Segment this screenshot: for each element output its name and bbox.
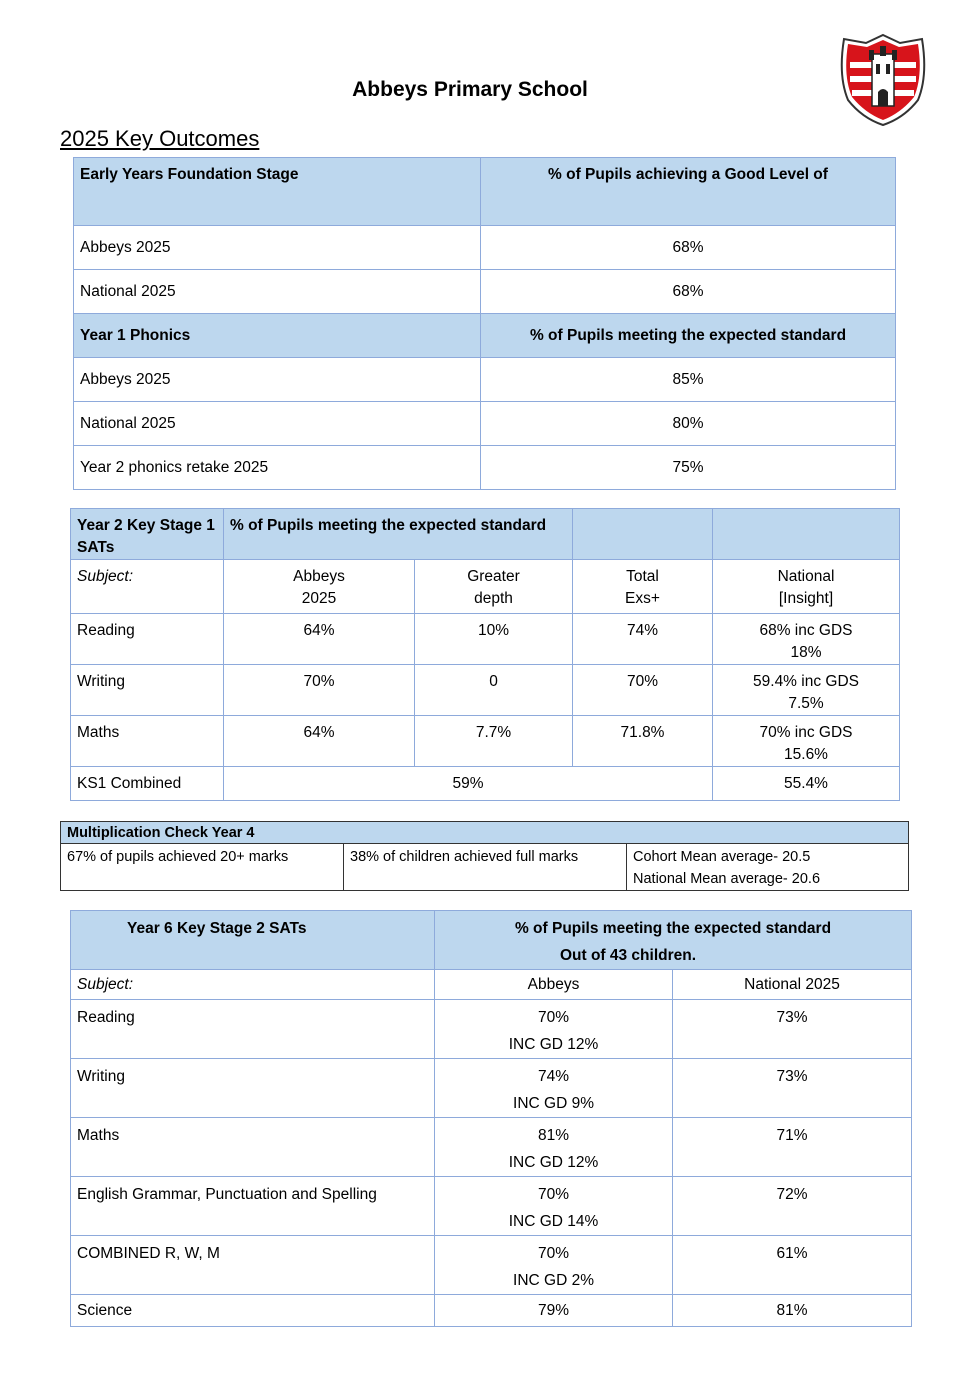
multiplication-col3: Cohort Mean average- 20.5 National Mean average- 20.6 (627, 844, 909, 891)
greater-depth-col-header: Greater depth (415, 560, 573, 614)
ks1-combined-row (71, 767, 900, 801)
table-row (74, 226, 896, 270)
subject-col-header: Subject: (71, 970, 435, 1000)
subject-col-header: Subject: (71, 560, 224, 614)
row-value: 85% (481, 358, 896, 402)
table-row (71, 1177, 912, 1236)
row-subject: Maths (71, 1118, 435, 1177)
phonics-header-row (74, 314, 896, 358)
ks1-sats-table (70, 508, 900, 801)
row-abbeys: 81% INC GD 12% (435, 1118, 673, 1177)
row-subject: Writing (71, 1059, 435, 1118)
row-abbeys: 64% (224, 716, 415, 767)
ks1-measure: % of Pupils meeting the expected standard (224, 509, 573, 560)
table-row (74, 270, 896, 314)
eyfs-heading: Early Years Foundation Stage (74, 158, 481, 226)
table-row (71, 1000, 912, 1059)
row-national: 59.4% inc GDS 7.5% (713, 665, 900, 716)
row-greater: 7.7% (415, 716, 573, 767)
row-value: 75% (481, 446, 896, 490)
table-row (71, 1118, 912, 1177)
school-crest-icon (838, 32, 928, 128)
row-abbeys: 64% (224, 614, 415, 665)
row-abbeys: 70% INC GD 12% (435, 1000, 673, 1059)
ks1-header-blank (573, 509, 713, 560)
multiplication-heading: Multiplication Check Year 4 (61, 822, 909, 844)
table-row (74, 402, 896, 446)
table-row (74, 358, 896, 402)
total-col-header: Total Exs+ (573, 560, 713, 614)
row-national: 73% (673, 1000, 912, 1059)
page-title: 2025 Key Outcomes (60, 126, 260, 151)
ks1-columns-row (71, 560, 900, 614)
national-col-header: National [Insight] (713, 560, 900, 614)
row-value: 80% (481, 402, 896, 446)
ks2-sats-table (70, 910, 912, 1327)
row-subject: English Grammar, Punctuation and Spelling (71, 1177, 435, 1236)
table-row (74, 446, 896, 490)
national-col-header: National 2025 (673, 970, 912, 1000)
eyfs-phonics-table (73, 157, 896, 490)
row-label: Abbeys 2025 (74, 226, 481, 270)
table-row (71, 665, 900, 716)
ks1-header-row (71, 509, 900, 560)
abbeys-col-header: Abbeys 2025 (224, 560, 415, 614)
row-national: 73% (673, 1059, 912, 1118)
row-abbeys: 74% INC GD 9% (435, 1059, 673, 1118)
multiplication-col2: 38% of children achieved full marks (344, 844, 627, 891)
multiplication-data-row (61, 844, 909, 891)
ks2-header-row (71, 911, 912, 970)
row-national: 61% (673, 1236, 912, 1295)
row-national: 70% inc GDS 15.6% (713, 716, 900, 767)
eyfs-measure: % of Pupils achieving a Good Level of (481, 158, 896, 226)
table-row (71, 614, 900, 665)
table-row (71, 716, 900, 767)
row-abbeys: 70% (224, 665, 415, 716)
ks2-columns-row (71, 970, 912, 1000)
row-subject: Reading (71, 614, 224, 665)
row-national: 81% (673, 1295, 912, 1327)
row-total: 71.8% (573, 716, 713, 767)
row-national: 68% inc GDS 18% (713, 614, 900, 665)
ks2-heading: Year 6 Key Stage 2 SATs (71, 911, 435, 970)
phonics-measure: % of Pupils meeting the expected standard (481, 314, 896, 358)
row-abbeys: 70% INC GD 2% (435, 1236, 673, 1295)
row-subject: Reading (71, 1000, 435, 1059)
table-row (71, 1059, 912, 1118)
row-greater: 10% (415, 614, 573, 665)
row-value: 68% (481, 226, 896, 270)
combined-national: 55.4% (713, 767, 900, 801)
row-total: 74% (573, 614, 713, 665)
row-label: National 2025 (74, 402, 481, 446)
ks2-measure: % of Pupils meeting the expected standard Out of 43 children. (435, 911, 912, 970)
phonics-heading: Year 1 Phonics (74, 314, 481, 358)
row-subject: Science (71, 1295, 435, 1327)
abbeys-col-header: Abbeys (435, 970, 673, 1000)
multiplication-col1: 67% of pupils achieved 20+ marks (61, 844, 344, 891)
combined-label: KS1 Combined (71, 767, 224, 801)
row-national: 72% (673, 1177, 912, 1236)
row-subject: COMBINED R, W, M (71, 1236, 435, 1295)
ks2-science-row (71, 1295, 912, 1327)
row-label: National 2025 (74, 270, 481, 314)
row-label: Year 2 phonics retake 2025 (74, 446, 481, 490)
multiplication-check-table (60, 821, 909, 891)
ks1-header-blank (713, 509, 900, 560)
ks1-heading: Year 2 Key Stage 1 SATs (71, 509, 224, 560)
combined-abbeys: 59% (224, 767, 713, 801)
row-total: 70% (573, 665, 713, 716)
eyfs-header-row (74, 158, 896, 226)
multiplication-header-row (61, 822, 909, 844)
table-row (71, 1236, 912, 1295)
row-abbeys: 79% (435, 1295, 673, 1327)
row-national: 71% (673, 1118, 912, 1177)
row-subject: Writing (71, 665, 224, 716)
row-label: Abbeys 2025 (74, 358, 481, 402)
row-greater: 0 (415, 665, 573, 716)
school-name: Abbeys Primary School (352, 78, 588, 101)
row-value: 68% (481, 270, 896, 314)
row-abbeys: 70% INC GD 14% (435, 1177, 673, 1236)
row-subject: Maths (71, 716, 224, 767)
